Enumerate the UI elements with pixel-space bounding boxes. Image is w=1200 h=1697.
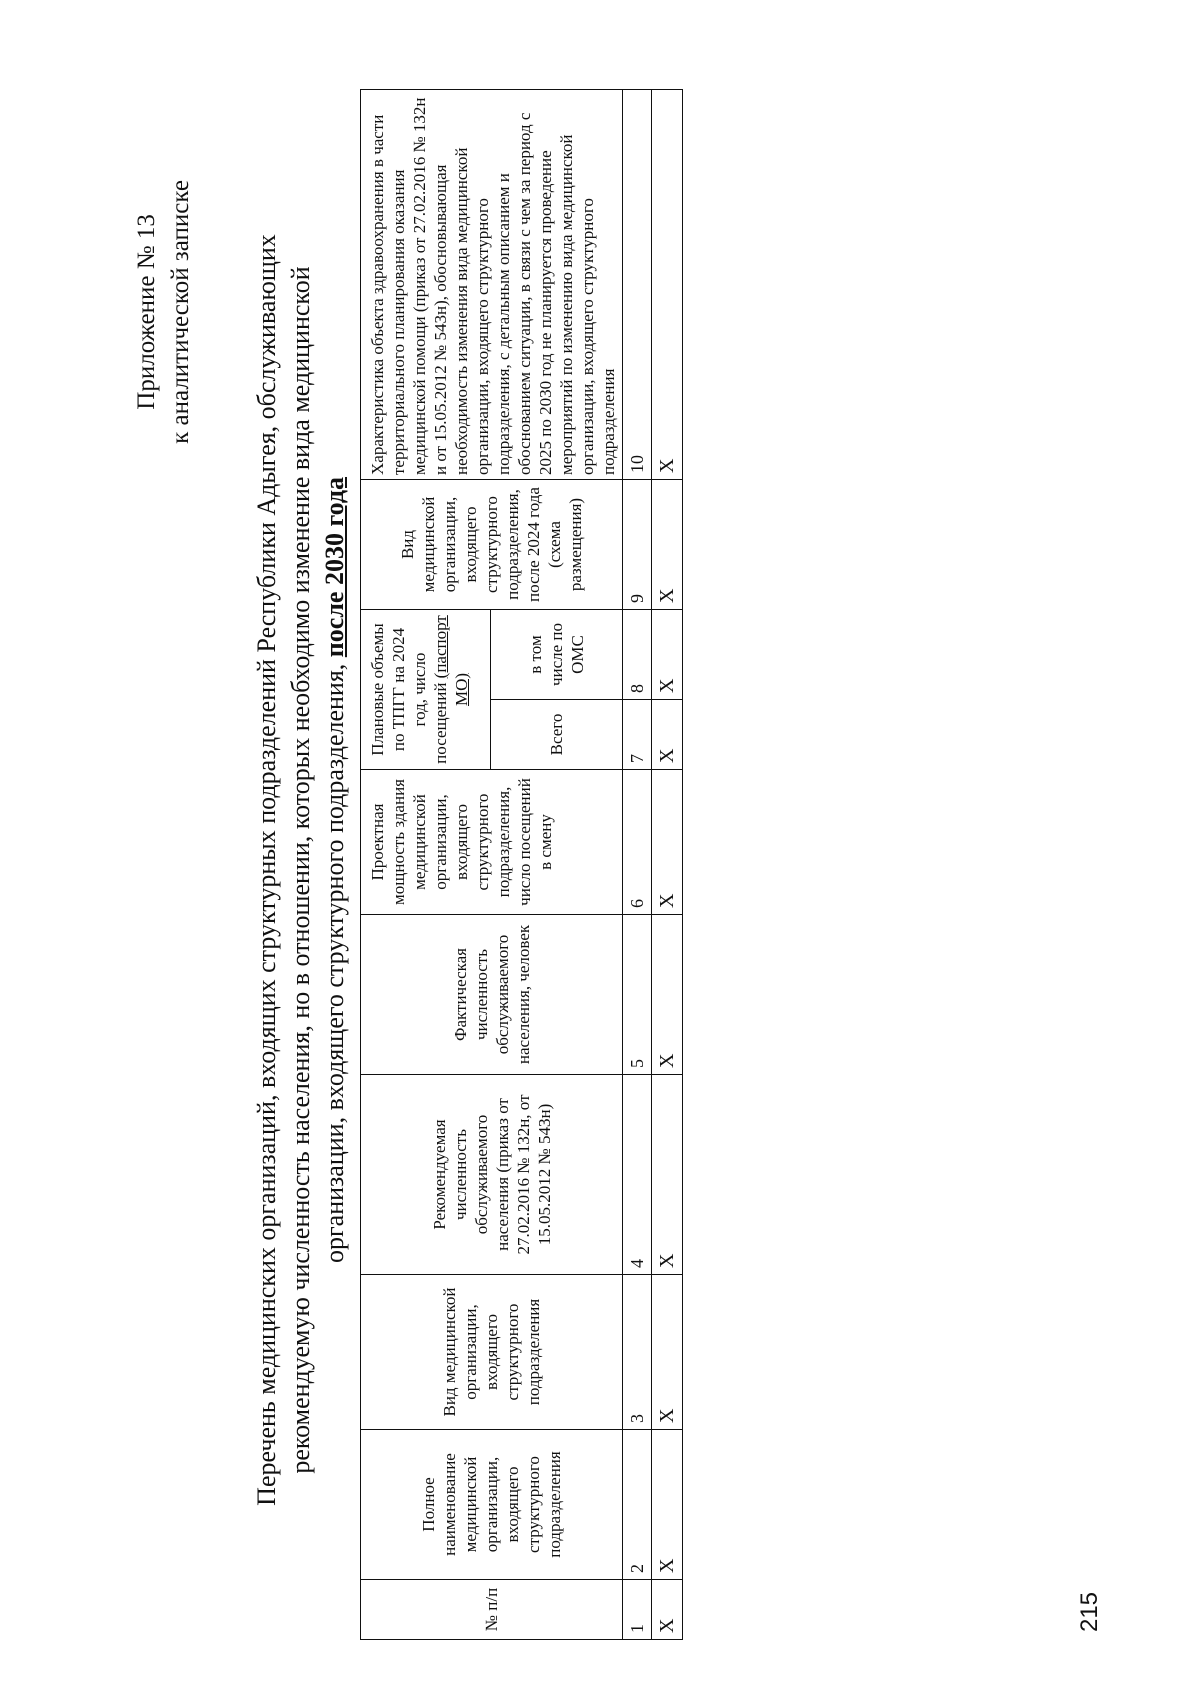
column-number: 4 [623,1075,652,1275]
header-including-oms: в том числе по ОМС [491,610,623,700]
header-planned-volumes-text: Плановые объемы по ТПГГ на 2024 год, число посещений [368,623,450,764]
table-row [652,90,683,1640]
table-cell: X [652,915,683,1075]
title-emphasis: после 2030 года [320,476,349,658]
table-cell: X [652,1580,683,1640]
appendix-caption: к аналитической записке [167,180,194,444]
title-line-3-prefix: организации, входящего структурного подразделения, [320,663,349,1264]
header-total: Всего [491,700,623,770]
column-number: 9 [623,480,652,610]
header-org-type: Вид медицинской организации, входящего структурного подразделения [361,1275,623,1430]
column-number: 2 [623,1430,652,1580]
title-line-2: рекомендуемую численность населения, но в отношении, которых необходимо изменение вида медицинской [286,266,315,1474]
table-cell: X [652,610,683,700]
header-planned-volumes-source: (паспорт МО) [431,615,471,707]
table-cell: X [652,1275,683,1430]
header-org-type-after-2024: Вид медицинской организации, входящего структурного подразделения, после 2024 года (схема размещения) [361,480,623,610]
page-number: 215 [1076,1591,1103,1633]
table-cell: X [652,770,683,915]
column-number: 8 [623,610,652,700]
document-page [60,60,1100,1680]
header-row [361,90,491,1640]
column-number: 1 [623,1580,652,1640]
column-number: 6 [623,770,652,915]
appendix-label [130,180,198,444]
header-characteristics: Характеристика объекта здравоохранения в части территориального планирования оказания медицинской помощи (приказ от 27.02.2016 № 132н и от 15.05.2012 № 543н), обосновывающая необходимость изменения вида медицинской организации, входящего структурного подразделения, с детальным описанием и обоснованием ситуации, в связи с чем за период с 2025 по 2030 год не планируется проведение мероприятий по изменению вида медицинской организации, входящего структурного подразделения [361,90,623,480]
document-title [250,120,352,1620]
header-design-capacity: Проектная мощность здания медицинской организации, входящего структурного подразделения, число посещений в смену [361,770,623,915]
table-cell: X [652,1075,683,1275]
header-planned-volumes [361,610,491,770]
header-recommended-population: Рекомендуемая численность обслуживаемого населения (приказ от 27.02.2016 № 132н, от 15.05.2012 № 543н) [361,1075,623,1275]
appendix-number: Приложение № 13 [133,214,160,410]
table-cell: X [652,90,683,480]
organizations-table [360,89,683,1640]
title-line-1: Перечень медицинских организаций, входящих структурных подразделений Республики Адыгея, обслуживающих [252,234,281,1506]
title-line-3 [318,120,352,1620]
table-cell: X [652,700,683,770]
header-number: № п/п [361,1580,623,1640]
column-number: 7 [623,700,652,770]
table-cell: X [652,1430,683,1580]
column-number: 10 [623,90,652,480]
column-number: 3 [623,1275,652,1430]
header-full-name: Полное наименование медицинской организации, входящего структурного подразделения [361,1430,623,1580]
table-cell: X [652,480,683,610]
column-number-row [623,90,652,1640]
column-number: 5 [623,915,652,1075]
header-actual-population: Фактическая численность обслуживаемого населения, человек [361,915,623,1075]
